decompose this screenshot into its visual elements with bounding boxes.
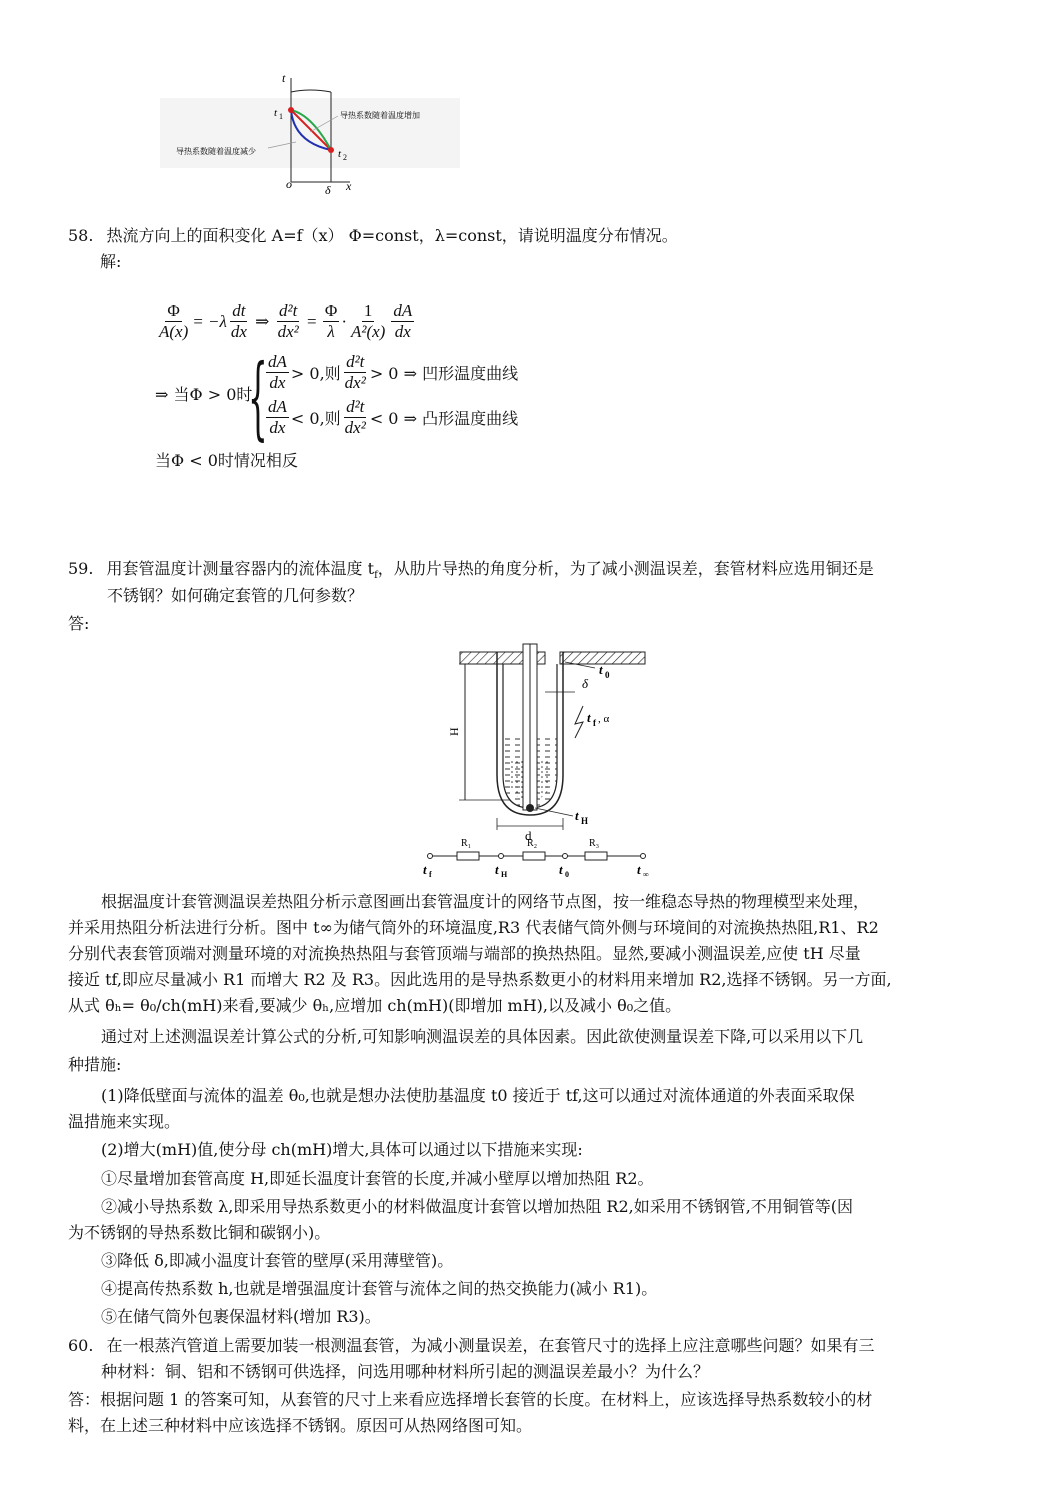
- case1-dA: dA: [268, 352, 287, 371]
- para1-line-1: 根据温度计套管测温误差热阻分析示意图画出套管温度计的网络节点图，按一维稳态导热的物理模型来处理，: [101, 892, 870, 911]
- para1-line-5: 从式 θₕ= θ₀/ch(mH)来看,要减少 θₕ,应增加 ch(mH)(即增加 mH),以及减小 θ₀之值。: [68, 996, 682, 1015]
- para1-line-2: 并采用热阻分析法进行分析。图中 t∞为储气筒外的环境温度,R3 代表储气筒外侧与环境间的对流换热热阻,R1、R2: [68, 918, 879, 937]
- q59-question-line1: [68, 558, 874, 587]
- net-t0-sub: 0: [565, 870, 569, 879]
- sub-measure-3: ③降低 δ,即减小温度计套管的壁厚(采用薄壁管)。: [101, 1251, 454, 1270]
- case2-tail: < 0,则: [290, 409, 341, 428]
- q60-answer-line2: 料，在上述三种材料中应该选择不锈钢。原因可从热网络图可知。: [68, 1416, 533, 1435]
- delta-fig-label: δ: [582, 676, 589, 691]
- eq1-phi: Φ: [324, 301, 338, 320]
- q59-number: 59.: [68, 559, 94, 578]
- node-t0: [563, 854, 568, 859]
- para2-line-2: 种措施:: [68, 1055, 122, 1074]
- tH-sub: H: [581, 816, 589, 826]
- case1-dx2: dx²: [344, 373, 366, 392]
- wall-top: [291, 90, 331, 92]
- axis-t-label: t: [282, 71, 286, 85]
- para1-line-4: 接近 tf,即应尽量减小 R1 而增大 R2 及 R3。因此选用的是导热系数更小的材料用来增加 R2,选择不锈钢。另一方面,: [68, 970, 892, 989]
- delta-label: δ: [325, 183, 331, 197]
- thermometer-bulb: [526, 804, 534, 812]
- tf-label: t: [587, 710, 591, 725]
- tH-label: t: [575, 808, 579, 823]
- q58-text: 热流方向上的面积变化 A=f（x） Φ=const，λ=const，请说明温度分布情况。: [106, 226, 678, 245]
- R3-resistor: [585, 852, 607, 860]
- eq1-one: 1: [363, 301, 373, 320]
- q60-text-line1: 在一根蒸汽管道上需要加装一根测温套管，为减小测量误差，在套管尺寸的选择上应注意哪些问题？如果有三: [106, 1336, 875, 1355]
- tH-leader: [535, 808, 573, 816]
- q58-answer-label: 解:: [100, 252, 122, 271]
- R2-label: R₂: [527, 838, 538, 849]
- case2-result: < 0 ⇒ 凸形温度曲线: [369, 409, 519, 428]
- R2-resistor: [523, 852, 545, 860]
- q59-text-line2: 不锈钢？如何确定套管的几何参数？: [107, 586, 364, 605]
- t1-sub: 1: [279, 112, 283, 121]
- net-t0-label: t: [559, 862, 563, 877]
- temperature-distribution-figure: [160, 70, 460, 200]
- q58-note: 当Φ < 0时情况相反: [155, 451, 298, 470]
- eq1-dx: dx: [230, 322, 247, 341]
- net-tf-sub: f: [429, 870, 432, 879]
- eq1-A2: A²(x): [350, 322, 386, 341]
- R3-label: R₃: [589, 838, 600, 849]
- R1-resistor: [457, 852, 479, 860]
- eq1-mid: = −λ: [192, 311, 227, 331]
- case2-d2t: d²t: [346, 397, 365, 416]
- case1-dx: dx: [269, 373, 286, 392]
- eq1-lhs-num: Φ: [167, 301, 180, 320]
- node-tH: [499, 854, 504, 859]
- eq1-lambda: λ: [327, 322, 335, 341]
- net-tinf-label: t: [637, 862, 641, 877]
- net-tH-sub: H: [501, 870, 508, 879]
- d-label: d: [525, 828, 532, 843]
- q58-case-1: [264, 352, 518, 393]
- q58-case-2: [264, 397, 518, 438]
- net-tf-label: t: [423, 862, 427, 877]
- eq1-dx-2: dx: [394, 322, 411, 341]
- case-brace: {: [248, 344, 268, 451]
- measure-1-line-1: (1)降低壁面与流体的温差 θ₀,也就是想办法使肋基温度 t0 接近于 tf,这可以通过对流体通道的外表面采取保: [101, 1086, 855, 1105]
- case2-dx: dx: [269, 418, 286, 437]
- q60-answer-line1: 答：根据问题 1 的答案可知，从套管的尺寸上来看应选择增长套管的长度。在材料上，应该选择导热系数较小的材: [68, 1390, 873, 1409]
- t0-sub: 0: [605, 670, 610, 680]
- q60-text-line2: 种材料：铜、铝和不锈钢可供选择，问选用哪种材料所引起的测温误差最小？为什么？: [101, 1362, 710, 1381]
- eq1-dx2: dx²: [277, 322, 299, 341]
- sub-measure-2-line-1: ②减小导热系数 λ,即采用导热系数更小的材料做温度计套管以增加热阻 R2,如采用不锈钢管,不用铜管等(因: [101, 1197, 854, 1216]
- q60-question-line1: [68, 1335, 875, 1357]
- t2-sub: 2: [343, 153, 347, 162]
- q58-when-label: ⇒ 当Φ > 0时,: [155, 385, 258, 404]
- eq1-dt: dt: [232, 301, 246, 320]
- alpha-label: , α: [598, 713, 610, 725]
- case2-dA: dA: [268, 397, 287, 416]
- eq1-dA: dA: [393, 301, 413, 320]
- q60-number: 60.: [68, 1336, 94, 1355]
- t2-label: t: [338, 148, 342, 160]
- t2-point: [328, 147, 334, 153]
- sub-measure-1: ①尽量增加套管高度 H,即延长温度计套管的长度,并减小壁厚以增加热阻 R2。: [101, 1169, 654, 1188]
- axis-x-label: x: [346, 179, 352, 193]
- sub-measure-4: ④提高传热系数 h,也就是增强温度计套管与流体之间的热交换能力(减小 R1)。: [101, 1279, 658, 1298]
- H-label: H: [447, 727, 461, 736]
- measure-2: (2)增大(mH)值,使分母 ch(mH)增大,具体可以通过以下措施来实现:: [101, 1140, 583, 1159]
- eq1-lhs-den: A(x): [159, 322, 189, 341]
- net-tinf-sub: ∞: [643, 870, 649, 879]
- tf-sub: f: [593, 718, 596, 728]
- para1-line-3: 分别代表套管顶端对测量环境的对流换热热阻与套管顶端与端部的换热热阻。显然,要减小测温误差,应使 tH 尽量: [68, 944, 861, 963]
- q58-number: 58.: [68, 226, 94, 245]
- sub-measure-5: ⑤在储气筒外包裹保温材料(增加 R3)。: [101, 1307, 381, 1326]
- q59-text-sub: f: [374, 570, 378, 582]
- case1-tail: > 0,则: [290, 364, 341, 383]
- t1-point: [288, 107, 294, 113]
- t0-label: t: [599, 662, 603, 677]
- q59-text-line1-rest: ，从肋片导热的角度分析，为了减小测温误差，套管材料应选用铜还是: [377, 559, 874, 578]
- figure-background: [160, 98, 460, 168]
- thermal-network: [415, 830, 665, 880]
- node-tinf: [641, 854, 646, 859]
- para2-line-1: 通过对上述测温误差计算公式的分析,可知影响测温误差的具体因素。因此欲使测量误差下降,可以采用以下几: [101, 1027, 864, 1046]
- q59-answer-label: 答:: [68, 614, 90, 633]
- heat-arrow: [575, 706, 583, 738]
- node-tf: [428, 854, 433, 859]
- R1-label: R₁: [461, 838, 472, 849]
- sub-measure-2-line-2: 为不锈钢的导热系数比铜和碳钢小)。: [68, 1223, 331, 1242]
- eq1-d2t: d²t: [279, 301, 298, 320]
- origin-label: o: [286, 177, 292, 191]
- q59-text-line1: 用套管温度计测量容器内的流体温度 t: [106, 559, 375, 578]
- t1-label: t: [274, 107, 278, 119]
- net-tH-label: t: [495, 862, 499, 877]
- q58-question: [68, 225, 678, 247]
- increase-label: 导热系数随着温度增加: [340, 111, 420, 120]
- q58-equation-1: $\frac{\Phi}{A(x)}$ = −λ $\frac{dt}{dx}$ ⇒ $\frac{\text{d²t}}{\text{dx²}}$ = $\frac{\Phi}{\lambda}$ · $\frac{1}{\text{A²(x)}}$ $\frac{dA}{dx}$: [159, 301, 413, 341]
- decrease-label: 导热系数随着温度减少: [176, 147, 256, 156]
- case2-dx2: dx²: [344, 418, 366, 437]
- case1-result: > 0 ⇒ 凹形温度曲线: [369, 364, 519, 383]
- case1-d2t: d²t: [346, 352, 365, 371]
- measure-1-line-2: 温措施来实现。: [68, 1112, 181, 1131]
